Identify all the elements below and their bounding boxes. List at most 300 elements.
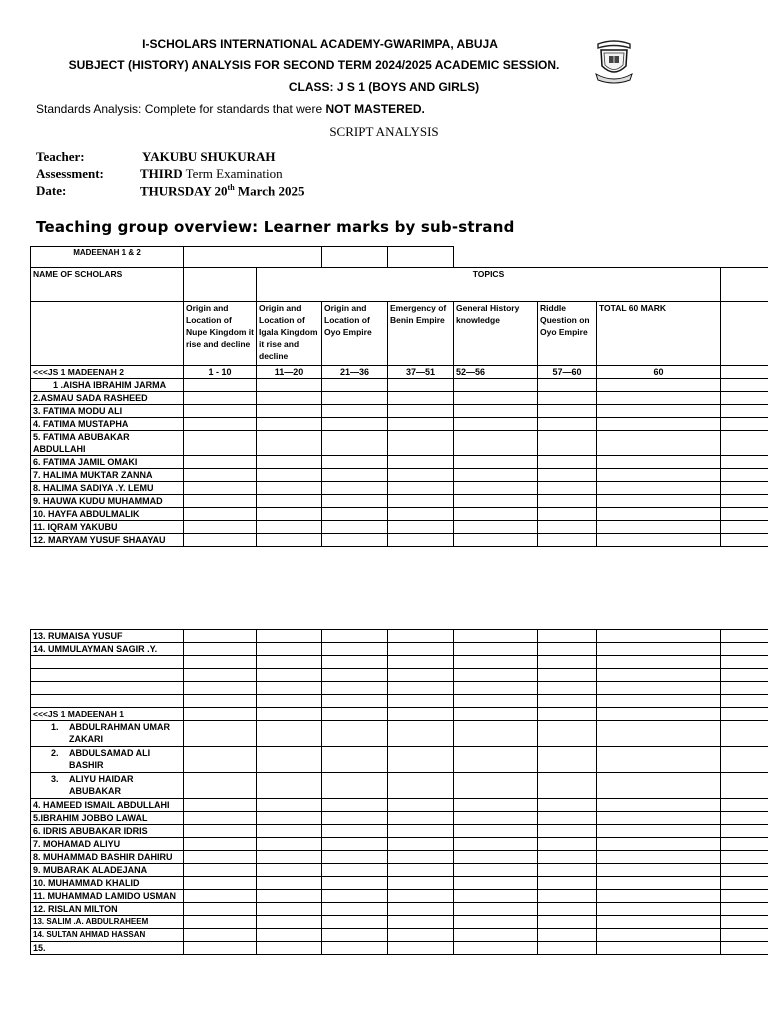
mark-cell[interactable]	[538, 682, 597, 695]
mark-cell[interactable]	[454, 942, 538, 955]
mark-cell[interactable]	[721, 916, 768, 929]
mark-cell[interactable]	[454, 838, 538, 851]
mark-cell[interactable]	[257, 825, 322, 838]
mark-cell[interactable]	[597, 851, 721, 864]
mark-cell[interactable]	[184, 643, 257, 656]
mark-cell[interactable]	[721, 799, 768, 812]
scholar-name: 11. MUHAMMAD LAMIDO USMAN	[31, 890, 184, 903]
mark-cell[interactable]	[538, 825, 597, 838]
table-row	[31, 721, 768, 747]
mark-cell[interactable]	[388, 838, 454, 851]
mark-cell[interactable]	[454, 721, 538, 747]
mark-cell[interactable]	[721, 773, 768, 799]
mark-cell[interactable]	[388, 916, 454, 929]
mark-cell[interactable]	[184, 916, 257, 929]
mark-cell[interactable]	[184, 379, 257, 392]
scholar-name: 12. RISLAN MILTON	[31, 903, 184, 916]
mark-cell[interactable]	[322, 838, 388, 851]
mark-cell[interactable]	[721, 721, 768, 747]
mark-cell[interactable]	[184, 747, 257, 773]
mark-cell[interactable]	[184, 418, 257, 431]
mark-cell[interactable]	[184, 851, 257, 864]
mark-cell[interactable]	[322, 747, 388, 773]
mark-cell[interactable]	[597, 508, 721, 521]
mark-cell[interactable]	[388, 942, 454, 955]
mark-cell[interactable]	[257, 495, 322, 508]
mark-cell[interactable]	[184, 864, 257, 877]
mark-cell[interactable]	[597, 695, 721, 708]
mark-cell[interactable]	[597, 669, 721, 682]
mark-cell[interactable]	[388, 903, 454, 916]
mark-cell[interactable]	[538, 721, 597, 747]
mark-cell[interactable]	[388, 929, 454, 942]
scholar-name	[31, 747, 184, 773]
mark-cell[interactable]	[454, 456, 538, 469]
topic-riddle: Riddle Question on Oyo Empire	[538, 302, 597, 366]
mark-cell[interactable]	[454, 825, 538, 838]
mark-cell[interactable]	[454, 656, 538, 669]
blank-cell[interactable]	[322, 247, 388, 268]
mark-cell[interactable]	[721, 418, 768, 431]
mark-cell[interactable]	[597, 838, 721, 851]
mark-cell[interactable]	[597, 864, 721, 877]
mark-cell[interactable]	[184, 682, 257, 695]
mark-cell[interactable]	[322, 721, 388, 747]
mark-cell[interactable]	[721, 864, 768, 877]
mark-cell[interactable]	[257, 929, 322, 942]
mark-cell[interactable]	[454, 864, 538, 877]
mark-cell[interactable]	[184, 431, 257, 456]
mark-cell[interactable]	[597, 825, 721, 838]
mark-cell[interactable]	[257, 799, 322, 812]
mark-cell[interactable]	[721, 630, 768, 643]
mark-cell[interactable]	[184, 630, 257, 643]
mark-cell[interactable]	[184, 942, 257, 955]
mark-cell[interactable]	[322, 482, 388, 495]
mark-cell[interactable]	[184, 521, 257, 534]
mark-cell[interactable]	[388, 877, 454, 890]
mark-cell[interactable]	[257, 456, 322, 469]
mark-cell[interactable]	[538, 643, 597, 656]
mark-cell[interactable]	[257, 682, 322, 695]
mark-cell[interactable]	[538, 495, 597, 508]
mark-cell[interactable]	[257, 643, 322, 656]
mark-cell[interactable]	[184, 799, 257, 812]
mark-cell[interactable]	[538, 890, 597, 903]
mark-cell[interactable]	[721, 812, 768, 825]
mark-cell[interactable]	[597, 431, 721, 456]
mark-cell[interactable]	[721, 656, 768, 669]
mark-cell[interactable]	[388, 521, 454, 534]
mark-cell[interactable]	[388, 773, 454, 799]
mark-cell[interactable]	[184, 708, 257, 721]
mark-cell[interactable]	[597, 534, 721, 547]
mark-cell[interactable]	[721, 482, 768, 495]
mark-cell[interactable]	[538, 799, 597, 812]
mark-cell[interactable]	[454, 929, 538, 942]
mark-cell[interactable]	[721, 392, 768, 405]
mark-cell[interactable]	[322, 877, 388, 890]
mark-cell[interactable]	[184, 903, 257, 916]
mark-cell[interactable]	[257, 534, 322, 547]
topic-nupe: Origin and Location of Nupe Kingdom it rise and decline	[184, 302, 257, 366]
mark-cell[interactable]	[388, 630, 454, 643]
mark-cell[interactable]	[322, 630, 388, 643]
mark-cell[interactable]	[538, 903, 597, 916]
table-row	[31, 418, 768, 431]
mark-cell[interactable]	[257, 656, 322, 669]
mark-cell[interactable]	[721, 469, 768, 482]
mark-cell[interactable]	[454, 392, 538, 405]
mark-cell[interactable]	[184, 773, 257, 799]
mark-cell[interactable]	[184, 812, 257, 825]
mark-cell[interactable]	[257, 864, 322, 877]
mark-cell[interactable]	[322, 431, 388, 456]
mark-cell[interactable]	[257, 851, 322, 864]
mark-cell[interactable]	[454, 482, 538, 495]
mark-cell[interactable]	[322, 508, 388, 521]
mark-cell[interactable]	[597, 405, 721, 418]
mark-cell[interactable]	[597, 379, 721, 392]
mark-cell[interactable]	[322, 695, 388, 708]
mark-cell[interactable]	[257, 890, 322, 903]
scholar-name: 6. IDRIS ABUBAKAR IDRIS	[31, 825, 184, 838]
mark-cell[interactable]	[322, 812, 388, 825]
mark-cell[interactable]	[454, 890, 538, 903]
mark-cell[interactable]	[322, 669, 388, 682]
mark-cell[interactable]	[597, 721, 721, 747]
mark-cell[interactable]	[538, 534, 597, 547]
mark-cell[interactable]	[597, 773, 721, 799]
mark-cell[interactable]	[721, 508, 768, 521]
mark-cell[interactable]	[721, 695, 768, 708]
mark-cell[interactable]	[597, 456, 721, 469]
mark-cell[interactable]	[257, 877, 322, 890]
mark-cell[interactable]	[538, 773, 597, 799]
mark-cell[interactable]	[597, 903, 721, 916]
mark-cell[interactable]	[721, 825, 768, 838]
mark-cell[interactable]	[388, 456, 454, 469]
mark-cell[interactable]	[257, 469, 322, 482]
mark-cell[interactable]	[388, 851, 454, 864]
mark-cell[interactable]	[322, 643, 388, 656]
mark-cell[interactable]	[597, 916, 721, 929]
mark-cell[interactable]	[538, 405, 597, 418]
mark-cell[interactable]	[184, 890, 257, 903]
mark-cell[interactable]	[454, 405, 538, 418]
mark-cell[interactable]	[257, 721, 322, 747]
mark-cell[interactable]	[257, 903, 322, 916]
mark-cell[interactable]	[322, 903, 388, 916]
mark-cell[interactable]	[184, 656, 257, 669]
mark-cell[interactable]	[257, 747, 322, 773]
mark-cell[interactable]	[721, 929, 768, 942]
mark-cell[interactable]	[538, 929, 597, 942]
mark-cell[interactable]	[538, 431, 597, 456]
mark-cell[interactable]	[454, 495, 538, 508]
mark-cell[interactable]	[454, 643, 538, 656]
mark-cell[interactable]	[454, 695, 538, 708]
mark-cell[interactable]	[388, 392, 454, 405]
mark-cell[interactable]	[538, 521, 597, 534]
mark-cell[interactable]	[454, 812, 538, 825]
mark-cell[interactable]	[184, 721, 257, 747]
table-row	[31, 747, 768, 773]
mark-cell[interactable]	[597, 656, 721, 669]
mark-cell[interactable]	[454, 799, 538, 812]
mark-cell[interactable]	[454, 431, 538, 456]
mark-cell[interactable]	[538, 838, 597, 851]
table-row	[31, 812, 768, 825]
mark-cell[interactable]	[388, 890, 454, 903]
table-row	[31, 851, 768, 864]
mark-cell[interactable]	[538, 916, 597, 929]
mark-cell[interactable]	[597, 521, 721, 534]
mark-cell[interactable]	[538, 812, 597, 825]
mark-cell[interactable]	[454, 708, 538, 721]
mark-cell[interactable]	[597, 708, 721, 721]
mark-cell[interactable]	[257, 405, 322, 418]
mark-cell[interactable]	[538, 942, 597, 955]
mark-cell[interactable]	[597, 630, 721, 643]
mark-cell[interactable]	[388, 799, 454, 812]
mark-cell[interactable]	[322, 418, 388, 431]
mark-cell[interactable]	[257, 630, 322, 643]
script-analysis-text: SCRIPT ANALYSIS	[329, 124, 439, 139]
topic-total: TOTAL 60 MARK	[597, 302, 721, 366]
mark-cell[interactable]	[388, 747, 454, 773]
mark-cell[interactable]	[388, 469, 454, 482]
mark-cell[interactable]	[721, 669, 768, 682]
mark-cell[interactable]	[322, 392, 388, 405]
mark-cell[interactable]	[388, 669, 454, 682]
mark-cell[interactable]	[257, 431, 322, 456]
mark-cell[interactable]	[538, 864, 597, 877]
mark-cell[interactable]	[322, 456, 388, 469]
mark-cell[interactable]	[257, 942, 322, 955]
mark-cell[interactable]	[721, 379, 768, 392]
mark-cell[interactable]	[454, 508, 538, 521]
mark-cell[interactable]	[257, 482, 322, 495]
mark-cell[interactable]	[388, 643, 454, 656]
mark-cell[interactable]	[388, 431, 454, 456]
mark-cell[interactable]	[257, 379, 322, 392]
mark-cell[interactable]	[257, 392, 322, 405]
scholar-name: 13. RUMAISA YUSUF	[31, 630, 184, 643]
mark-cell[interactable]	[597, 682, 721, 695]
mark-cell[interactable]	[388, 508, 454, 521]
mark-cell[interactable]	[184, 405, 257, 418]
mark-cell[interactable]	[257, 838, 322, 851]
mark-cell[interactable]	[721, 877, 768, 890]
mark-cell[interactable]	[322, 773, 388, 799]
mark-cell[interactable]	[322, 708, 388, 721]
mark-cell[interactable]	[454, 903, 538, 916]
script-analysis-title	[0, 124, 768, 140]
mark-cell[interactable]	[388, 695, 454, 708]
mark-cell[interactable]	[184, 669, 257, 682]
mark-cell[interactable]	[388, 495, 454, 508]
mark-cell[interactable]	[257, 521, 322, 534]
mark-cell[interactable]	[388, 418, 454, 431]
mark-cell[interactable]	[454, 418, 538, 431]
mark-cell[interactable]	[184, 838, 257, 851]
mark-cell[interactable]	[388, 405, 454, 418]
mark-cell[interactable]	[184, 534, 257, 547]
mark-cell[interactable]	[538, 747, 597, 773]
table-row	[31, 495, 768, 508]
mark-cell[interactable]	[538, 379, 597, 392]
mark-cell[interactable]	[322, 379, 388, 392]
mark-cell[interactable]	[454, 747, 538, 773]
mark-cell[interactable]	[322, 890, 388, 903]
mark-cell[interactable]	[454, 521, 538, 534]
mark-cell[interactable]	[721, 838, 768, 851]
scholar-name	[31, 721, 184, 747]
mark-cell[interactable]	[538, 695, 597, 708]
mark-cell[interactable]	[454, 773, 538, 799]
mark-cell[interactable]	[538, 418, 597, 431]
mark-cell[interactable]	[257, 708, 322, 721]
mark-cell[interactable]	[322, 942, 388, 955]
blank-cell[interactable]	[388, 247, 454, 268]
mark-cell[interactable]	[721, 708, 768, 721]
mark-cell[interactable]	[597, 469, 721, 482]
mark-cell[interactable]	[597, 747, 721, 773]
mark-cell[interactable]	[184, 929, 257, 942]
mark-cell[interactable]	[322, 929, 388, 942]
mark-cell[interactable]	[721, 456, 768, 469]
mark-cell[interactable]	[388, 864, 454, 877]
mark-cell[interactable]	[721, 643, 768, 656]
scholar-name: 8. HALIMA SADIYA .Y. LEMU	[31, 482, 184, 495]
mark-cell[interactable]	[597, 877, 721, 890]
mark-cell[interactable]	[184, 825, 257, 838]
mark-cell[interactable]	[597, 890, 721, 903]
mark-cell[interactable]	[721, 747, 768, 773]
mark-cell[interactable]	[721, 682, 768, 695]
mark-cell[interactable]	[257, 669, 322, 682]
mark-cell[interactable]	[322, 851, 388, 864]
mark-cell[interactable]	[184, 392, 257, 405]
topic-igala: Origin and Location of Igala Kingdom it rise and decline	[257, 302, 322, 366]
mark-cell[interactable]	[597, 799, 721, 812]
mark-cell[interactable]	[322, 469, 388, 482]
mark-cell[interactable]	[538, 708, 597, 721]
mark-cell[interactable]	[322, 825, 388, 838]
mark-cell[interactable]	[454, 682, 538, 695]
scholar-name: 3. FATIMA MODU ALI	[31, 405, 184, 418]
mark-cell[interactable]	[721, 851, 768, 864]
blank-cell[interactable]	[184, 247, 322, 268]
blank-cell	[454, 247, 768, 268]
mark-cell[interactable]	[388, 379, 454, 392]
mark-cell[interactable]	[388, 534, 454, 547]
mark-cell[interactable]	[322, 799, 388, 812]
scholar-name: 11. IQRAM YAKUBU	[31, 521, 184, 534]
mark-cell[interactable]	[184, 469, 257, 482]
blank-cell	[31, 302, 184, 366]
mark-cell[interactable]	[721, 521, 768, 534]
mark-cell[interactable]	[538, 630, 597, 643]
mark-cell[interactable]	[721, 534, 768, 547]
mark-cell[interactable]	[322, 682, 388, 695]
mark-cell[interactable]	[597, 418, 721, 431]
mark-cell[interactable]	[538, 508, 597, 521]
mark-cell[interactable]	[184, 508, 257, 521]
mark-cell[interactable]	[322, 521, 388, 534]
mark-cell[interactable]	[322, 534, 388, 547]
mark-cell[interactable]	[257, 773, 322, 799]
mark-cell[interactable]	[538, 392, 597, 405]
mark-cell[interactable]	[597, 643, 721, 656]
mark-cell[interactable]	[721, 495, 768, 508]
mark-cell[interactable]	[257, 695, 322, 708]
mark-cell[interactable]	[184, 877, 257, 890]
mark-cell[interactable]	[454, 877, 538, 890]
mark-cell[interactable]	[538, 669, 597, 682]
mark-cell[interactable]	[322, 864, 388, 877]
mark-cell[interactable]	[257, 508, 322, 521]
mark-cell[interactable]	[597, 942, 721, 955]
mark-cell[interactable]	[388, 721, 454, 747]
topic-benin: Emergency of Benin Empire	[388, 302, 454, 366]
mark-cell[interactable]	[184, 495, 257, 508]
mark-cell[interactable]	[257, 812, 322, 825]
mark-cell[interactable]	[454, 630, 538, 643]
mark-cell[interactable]	[388, 812, 454, 825]
mark-cell[interactable]	[538, 456, 597, 469]
mark-cell[interactable]	[538, 851, 597, 864]
mark-cell[interactable]	[721, 942, 768, 955]
mark-cell[interactable]	[721, 431, 768, 456]
mark-cell[interactable]	[257, 418, 322, 431]
mark-cell[interactable]	[721, 405, 768, 418]
mark-cell[interactable]	[322, 916, 388, 929]
mark-cell[interactable]	[597, 495, 721, 508]
mark-cell[interactable]	[388, 656, 454, 669]
mark-cell[interactable]	[184, 695, 257, 708]
mark-cell[interactable]	[454, 379, 538, 392]
mark-cell[interactable]	[454, 916, 538, 929]
mark-cell[interactable]	[538, 656, 597, 669]
mark-cell[interactable]	[454, 469, 538, 482]
mark-cell[interactable]	[184, 456, 257, 469]
mark-cell[interactable]	[388, 825, 454, 838]
mark-cell[interactable]	[388, 682, 454, 695]
mark-cell[interactable]	[538, 877, 597, 890]
mark-cell[interactable]	[454, 669, 538, 682]
mark-cell[interactable]	[721, 890, 768, 903]
mark-cell[interactable]	[721, 903, 768, 916]
table-row	[31, 864, 768, 877]
mark-cell[interactable]	[322, 495, 388, 508]
mark-cell[interactable]	[597, 929, 721, 942]
mark-cell[interactable]	[388, 482, 454, 495]
mark-cell[interactable]	[257, 916, 322, 929]
mark-cell[interactable]	[322, 656, 388, 669]
mark-cell[interactable]	[454, 851, 538, 864]
mark-cell[interactable]	[322, 405, 388, 418]
mark-cell[interactable]	[184, 482, 257, 495]
mark-cell[interactable]	[597, 482, 721, 495]
mark-cell[interactable]	[538, 469, 597, 482]
mark-cell[interactable]	[388, 708, 454, 721]
mark-cell[interactable]	[597, 392, 721, 405]
mark-cell[interactable]	[597, 812, 721, 825]
mark-cell[interactable]	[538, 482, 597, 495]
mark-cell[interactable]	[454, 534, 538, 547]
